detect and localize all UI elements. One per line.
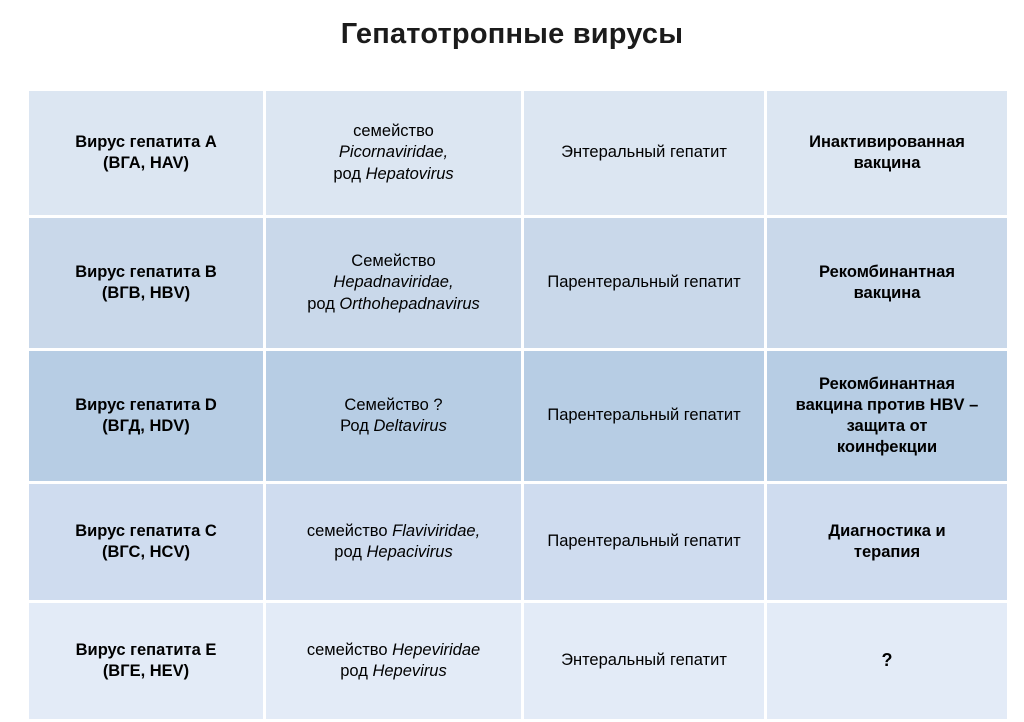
taxonomy-line2-italic: Hepadnaviridae,: [333, 273, 454, 292]
taxonomy-line1: [276, 640, 511, 661]
taxonomy-line3-plain: род: [307, 294, 340, 313]
taxonomy-line1-plain: семейство: [306, 521, 393, 540]
taxonomy-line2: [276, 142, 511, 163]
cell-vaccine: [767, 351, 1007, 481]
table-row: [29, 603, 1007, 719]
taxonomy-line1: [276, 521, 511, 542]
vaccine-line3: защита от: [846, 417, 928, 435]
data-table: [26, 88, 1010, 722]
table-row: [29, 351, 1007, 481]
cell-taxonomy: [266, 484, 521, 600]
taxonomy-line2: [276, 542, 511, 563]
cell-taxonomy: [266, 351, 521, 481]
taxonomy-line1-plain: семейство: [306, 640, 393, 659]
cell-taxonomy: [266, 91, 521, 215]
table-row: [29, 484, 1007, 600]
taxonomy-line1: [276, 251, 511, 272]
virus-name-line1: Вирус гепатита E: [75, 640, 217, 659]
cell-vaccine: ?: [767, 603, 1007, 719]
cell-hepatitis-type: Парентеральный гепатит: [524, 484, 764, 600]
taxonomy-line2: [276, 416, 511, 437]
virus-name-line1: Вирус гепатита D: [75, 395, 217, 414]
taxonomy-line2-italic: Hepevirus: [372, 662, 447, 680]
vaccine-line2: вакцина: [853, 284, 921, 302]
virus-name-line2: (ВГЕ, HEV): [102, 662, 190, 680]
taxonomy-line1-plain: Семейство ?: [344, 395, 443, 414]
taxonomy-line3-plain: род: [333, 164, 366, 183]
cell-hepatitis-type: Энтеральный гепатит: [524, 91, 764, 215]
vaccine-line1: Рекомбинантная: [819, 262, 955, 281]
cell-virus-name: [29, 91, 263, 215]
taxonomy-line1-italic: Flaviviridae,: [392, 521, 481, 540]
cell-virus-name: [29, 603, 263, 719]
taxonomy-line2-italic: Picornaviridae,: [338, 143, 449, 162]
cell-hepatitis-type: Парентеральный гепатит: [524, 351, 764, 481]
cell-virus-name: [29, 218, 263, 348]
vaccine-line2: терапия: [853, 543, 921, 561]
taxonomy-line1: [276, 121, 511, 142]
taxonomy-line1-plain: семейство: [353, 122, 434, 141]
virus-name-line1: Вирус гепатита C: [75, 521, 217, 540]
virus-name-line2: (ВГД, HDV): [102, 417, 190, 435]
taxonomy-line2: [276, 272, 511, 293]
virus-name-line1: Вирус гепатита B: [75, 262, 217, 281]
cell-hepatitis-type: Энтеральный гепатит: [524, 603, 764, 719]
cell-vaccine: [767, 484, 1007, 600]
cell-vaccine: [767, 218, 1007, 348]
vaccine-line1: Диагностика и: [828, 521, 946, 540]
vaccine-line2: вакцина против HBV –: [795, 395, 979, 414]
cell-hepatitis-type: Парентеральный гепатит: [524, 218, 764, 348]
cell-taxonomy: [266, 218, 521, 348]
virus-name-line2: (ВГС, HCV): [102, 543, 190, 561]
taxonomy-line3: [276, 294, 511, 315]
vaccine-line1: Рекомбинантная: [819, 374, 955, 393]
taxonomy-line3-italic: Hepatovirus: [365, 164, 454, 183]
cell-taxonomy: [266, 603, 521, 719]
virus-name-line2: (ВГВ, HBV): [101, 284, 191, 302]
vaccine-line4: коинфекции: [836, 438, 938, 457]
virus-name-line1: Вирус гепатита A: [75, 132, 217, 151]
taxonomy-line2: [276, 661, 511, 682]
taxonomy-line1: [276, 395, 511, 416]
virus-name-line2: (ВГА, HAV): [103, 154, 189, 172]
page-title: Гепатотропные вирусы: [340, 18, 684, 50]
hepatotropic-viruses-table: [26, 88, 1001, 722]
taxonomy-line1-plain: Семейство: [351, 252, 436, 271]
taxonomy-line2-italic: Deltavirus: [373, 417, 447, 435]
taxonomy-line3: [276, 164, 511, 185]
cell-vaccine: [767, 91, 1007, 215]
taxonomy-line2-plain: Род: [340, 417, 374, 435]
taxonomy-line3-italic: Orthohepadnavirus: [339, 294, 480, 313]
vaccine-line1: Инактивированная: [809, 132, 965, 151]
table-row: [29, 218, 1007, 348]
taxonomy-line2-plain: род: [334, 543, 367, 561]
table-row: [29, 91, 1007, 215]
vaccine-line2: вакцина: [853, 154, 921, 172]
taxonomy-line1-italic: Hepeviridae: [392, 640, 481, 659]
taxonomy-line2-plain: род: [340, 662, 373, 680]
cell-virus-name: [29, 351, 263, 481]
cell-virus-name: [29, 484, 263, 600]
taxonomy-line2-italic: Hepacivirus: [366, 543, 453, 561]
